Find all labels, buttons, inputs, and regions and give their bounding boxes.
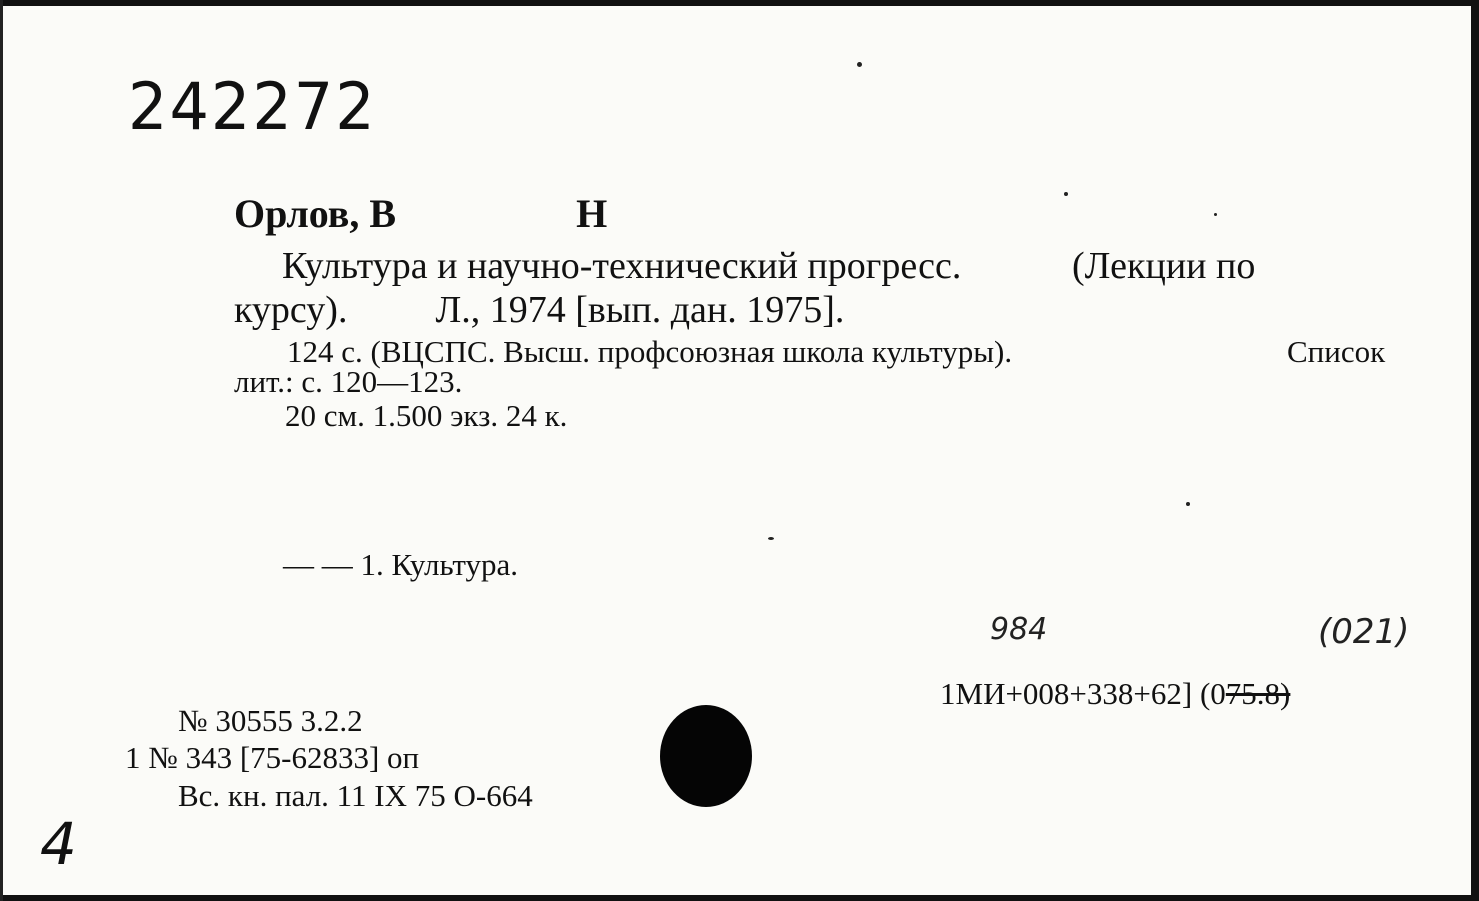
speck xyxy=(857,62,862,67)
card-edge-right xyxy=(1471,0,1479,901)
classification-index xyxy=(940,676,1290,712)
classification-main: 1МИ+008+338+62] (0 xyxy=(940,676,1226,711)
handwritten-inventory-number: 242272 xyxy=(128,68,377,145)
card-edge-bottom xyxy=(0,895,1479,901)
registration-line-1: № 30555 3.2.2 xyxy=(178,703,363,738)
author-heading xyxy=(234,190,607,237)
subject-heading: — — 1. Культура. xyxy=(283,547,519,582)
author-surname: Орлов, В xyxy=(234,191,397,236)
speck xyxy=(768,537,774,540)
card-edge-top xyxy=(0,0,1479,6)
title-text: Культура и научно-технический прогресс. xyxy=(282,245,962,287)
title-note: (Лекции по xyxy=(1072,245,1256,287)
bibliography-note-start: Список xyxy=(1287,334,1386,369)
title-continuation: курсу). xyxy=(234,289,348,331)
title-line-1 xyxy=(282,245,1256,287)
speck xyxy=(1064,192,1068,196)
physical-description-line-2: 20 см. 1.500 экз. 24 к. xyxy=(285,398,568,433)
pencil-note-left: 984 xyxy=(990,612,1048,647)
bibliography-note: лит.: с. 120—123. xyxy=(234,364,463,399)
classification-struck: 75.8) xyxy=(1225,676,1291,711)
publication-info: Л., 1974 [вып. дан. 1975]. xyxy=(435,289,845,331)
title-line-2 xyxy=(234,291,844,329)
punch-hole xyxy=(660,705,752,807)
physical-description-line-1 xyxy=(287,334,1386,369)
speck xyxy=(1214,213,1217,216)
registration-line-2: 1 № 343 [75-62833] оп xyxy=(125,740,420,775)
series-note: 124 с. (ВЦСПС. Высш. профсоюзная школа культуры). xyxy=(287,334,1013,369)
card-edge-left xyxy=(0,0,3,901)
speck xyxy=(1186,502,1190,506)
handwritten-margin-mark: 4 xyxy=(40,810,77,878)
author-initial: Н xyxy=(576,191,608,236)
pencil-note-right: (021) xyxy=(1318,612,1410,652)
registration-line-3: Вс. кн. пал. 11 IX 75 О-664 xyxy=(178,778,533,813)
